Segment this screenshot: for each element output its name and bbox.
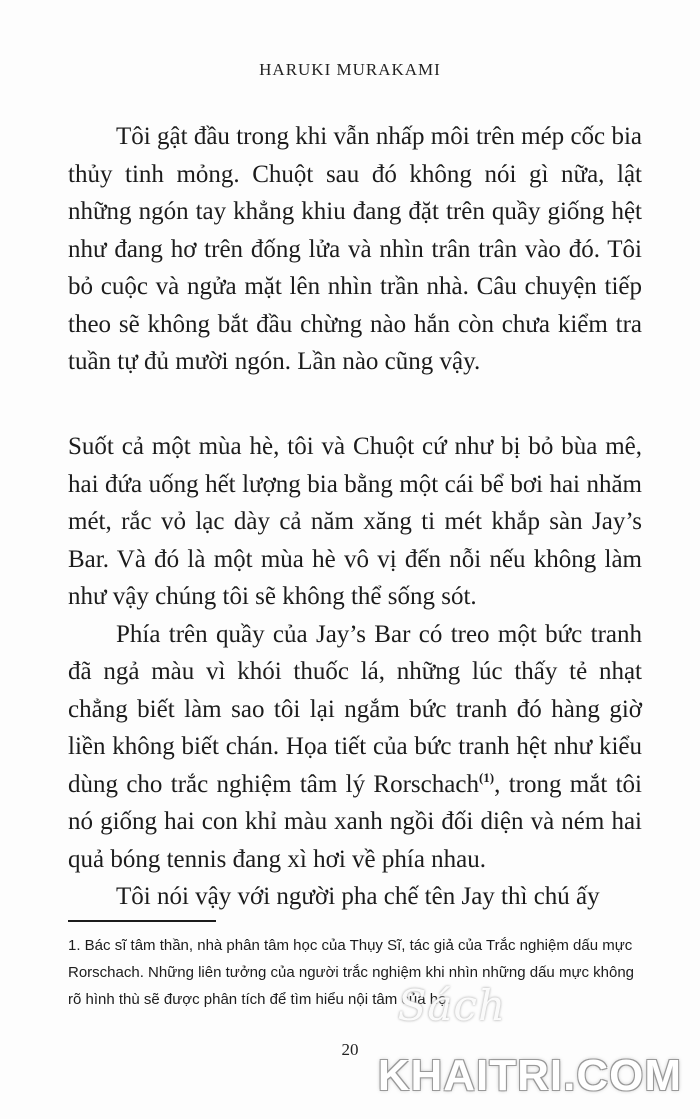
paragraph: Tôi gật đầu trong khi vẫn nhấp môi trên mép cốc bia thủy tinh mỏng. Chuột sau đó không nói gì nữa, lật những ngón tay khẳng khiu đang đặt trên quầy giống hệt như đang hơ trên đống lửa và nhìn trân trân vào đó. Tôi bỏ cuộc và ngửa mặt lên nhìn trần nhà. Câu chuyện tiếp theo sẽ không bắt đầu chừng nào hắn còn chưa kiểm tra tuần tự đủ mười ngón. Lần nào cũng vậy. <box>68 123 642 375</box>
page-number: 20 <box>341 1040 359 1059</box>
watermark-script-text: Sách <box>397 981 506 1030</box>
text-block-section <box>68 428 642 916</box>
text-block-top <box>68 118 642 381</box>
footnote-text: 1. Bác sĩ tâm thần, nhà phân tâm học của Thụy Sĩ, tác giả của Trắc nghiệm dấu mực Rorschach. Những liên tưởng của người trắc nghiệm khi nhìn những dấu mực không rõ hình thù sẽ được phân tích để tìm hiểu nội tâm của họ. <box>68 937 635 1008</box>
footnote-reference: (1) <box>478 769 495 785</box>
paragraph-with-footnote <box>68 616 642 879</box>
running-head-author: HARUKI MURAKAMI <box>259 60 441 79</box>
watermark-main-text: KHAITRI.COM <box>377 1051 682 1100</box>
paragraph-text-after-note: , trong mắt tôi nó giống hai con khỉ màu xanh ngồi đối diện và ném hai quả bóng tennis đang xì hơi về phía nhau. <box>68 770 642 873</box>
footnote-divider <box>68 920 216 922</box>
watermark-logo <box>342 981 682 1101</box>
paragraph-continued: Tôi nói vậy với người pha chế tên Jay thì chú ấy <box>116 883 600 910</box>
paragraph-text-before-note: Phía trên quầy của Jay’s Bar có treo một bức tranh đã ngả màu vì khói thuốc lá, những lúc thấy tẻ nhạt chẳng biết làm sao tôi lại ngắm bức tranh đó hàng giờ liền không biết chán. Họa tiết của bức tranh hệt như kiểu dùng cho trắc nghiệm tâm lý Rorschach <box>68 620 642 798</box>
paragraph-section-opening: Suốt cả một mùa hè, tôi và Chuột cứ như bị bỏ bùa mê, hai đứa uống hết lượng bia bằng một cái bể bơi hai nhăm mét, rắc vỏ lạc dày cả năm xăng ti mét khắp sàn Jay’s Bar. Và đó là một mùa hè vô vị đến nỗi nếu không làm như vậy chúng tôi sẽ không thể sống sót. <box>68 433 642 610</box>
